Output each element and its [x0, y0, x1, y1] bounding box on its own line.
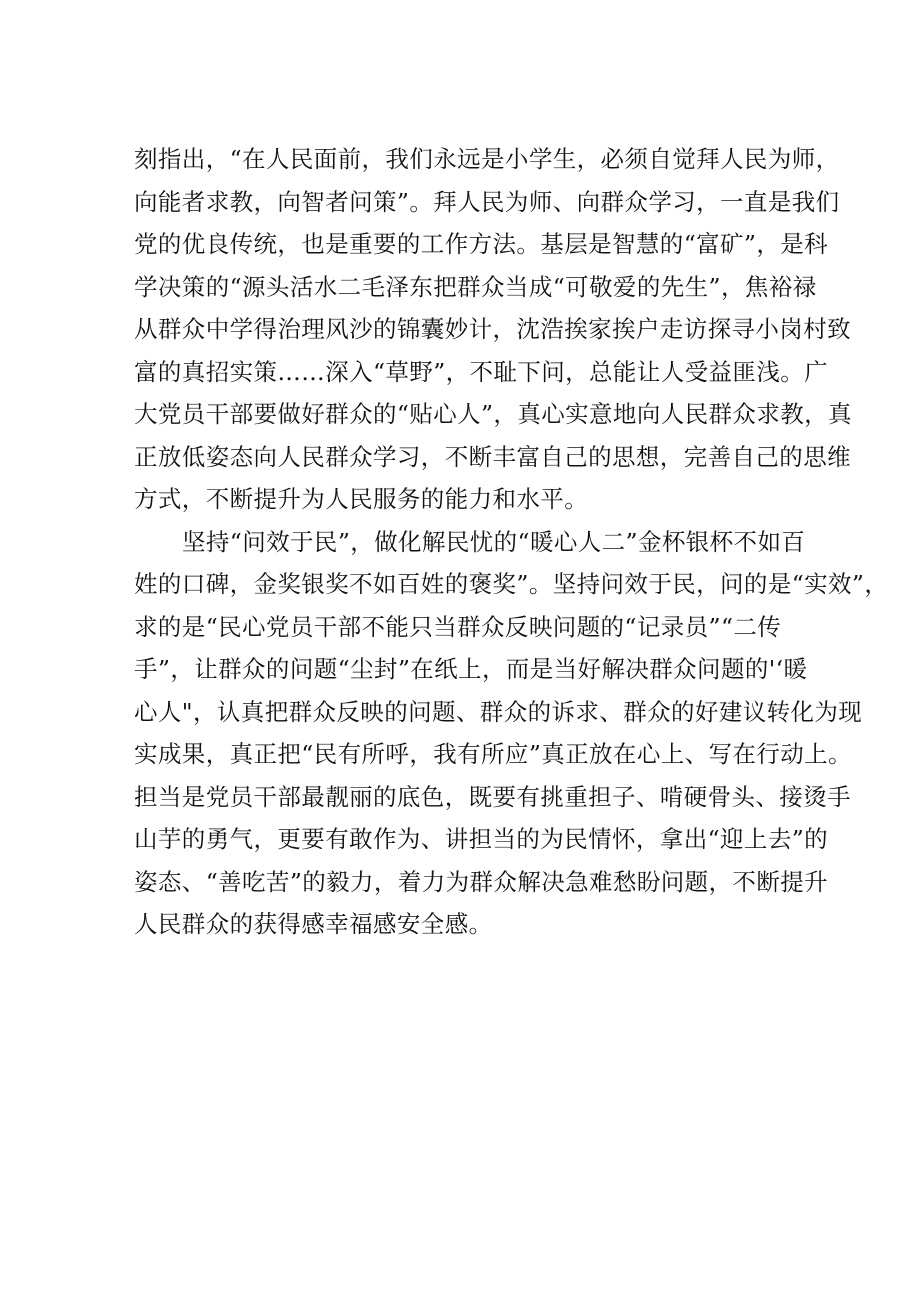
paragraph-line: 姓的口碑，金奖银奖不如百姓的褒奖”。坚持问效于民，问的是“实效”，	[134, 570, 889, 598]
paragraph-line: 手”，让群众的问题“尘封”在纸上，而是当好解决群众问题的'‘暖	[134, 655, 808, 683]
paragraph-line: 正放低姿态向人民群众学习，不断丰富自己的思想，完善自己的思维	[134, 442, 851, 471]
paragraph-line: 心人"，认真把群众反映的问题、群众的诉求、群众的好建议转化为现	[134, 697, 863, 726]
paragraph-line: 党的优良传统，也是重要的工作方法。基层是智慧的“富矿”，是科	[134, 230, 829, 258]
paragraph-line: 担当是党员干部最靓丽的底色，既要有挑重担子、啃硬骨头、接烫手	[134, 782, 851, 811]
paragraph-line: 坚持“问效于民”，做化解民忧的“暖心人二”金杯银杯不如百	[182, 527, 806, 556]
paragraph-line: 刻指出，“在人民面前，我们永远是小学生，必须自觉拜人民为师，	[134, 145, 840, 173]
paragraph-line: 人民群众的获得感幸福感安全感。	[134, 910, 493, 938]
paragraph-line: 从群众中学得治理风沙的锦囊妙计，沈浩挨家挨户走访探寻小岗村致	[134, 315, 851, 343]
paragraph-line: 向能者求教，向智者问策”。拜人民为师、向群众学习，一直是我们	[134, 187, 840, 216]
paragraph-line: 姿态、“善吃苦”的毅力，着力为群众解决急难愁盼问题，不断提升	[134, 867, 829, 896]
paragraph-line: 求的是“民心党员干部不能只当群众反映问题的“记录员”“二传	[134, 612, 782, 641]
paragraph-line: 实成果，真正把“民有所呼，我有所应”真正放在心上、写在行动上。	[134, 740, 852, 768]
paragraph-line: 学决策的“源头活水二毛泽东把群众当成“可敬爱的先生”，焦裕禄	[134, 272, 817, 301]
paragraph-line: 富的真招实策……深入“草野”，不耻下问，总能让人受益匪浅。广	[134, 357, 829, 386]
paragraph-line: 山芋的勇气，更要有敢作为、讲担当的为民情怀，拿出“迎上去”的	[134, 825, 829, 853]
document-body	[134, 138, 889, 946]
paragraph-2	[134, 521, 889, 946]
paragraph-1	[134, 138, 852, 521]
paragraph-line: 大党员干部要做好群众的“贴心人”，真心实意地向人民群众求教，真	[134, 400, 852, 428]
paragraph-line: 方式，不断提升为人民服务的能力和水平。	[134, 485, 589, 513]
